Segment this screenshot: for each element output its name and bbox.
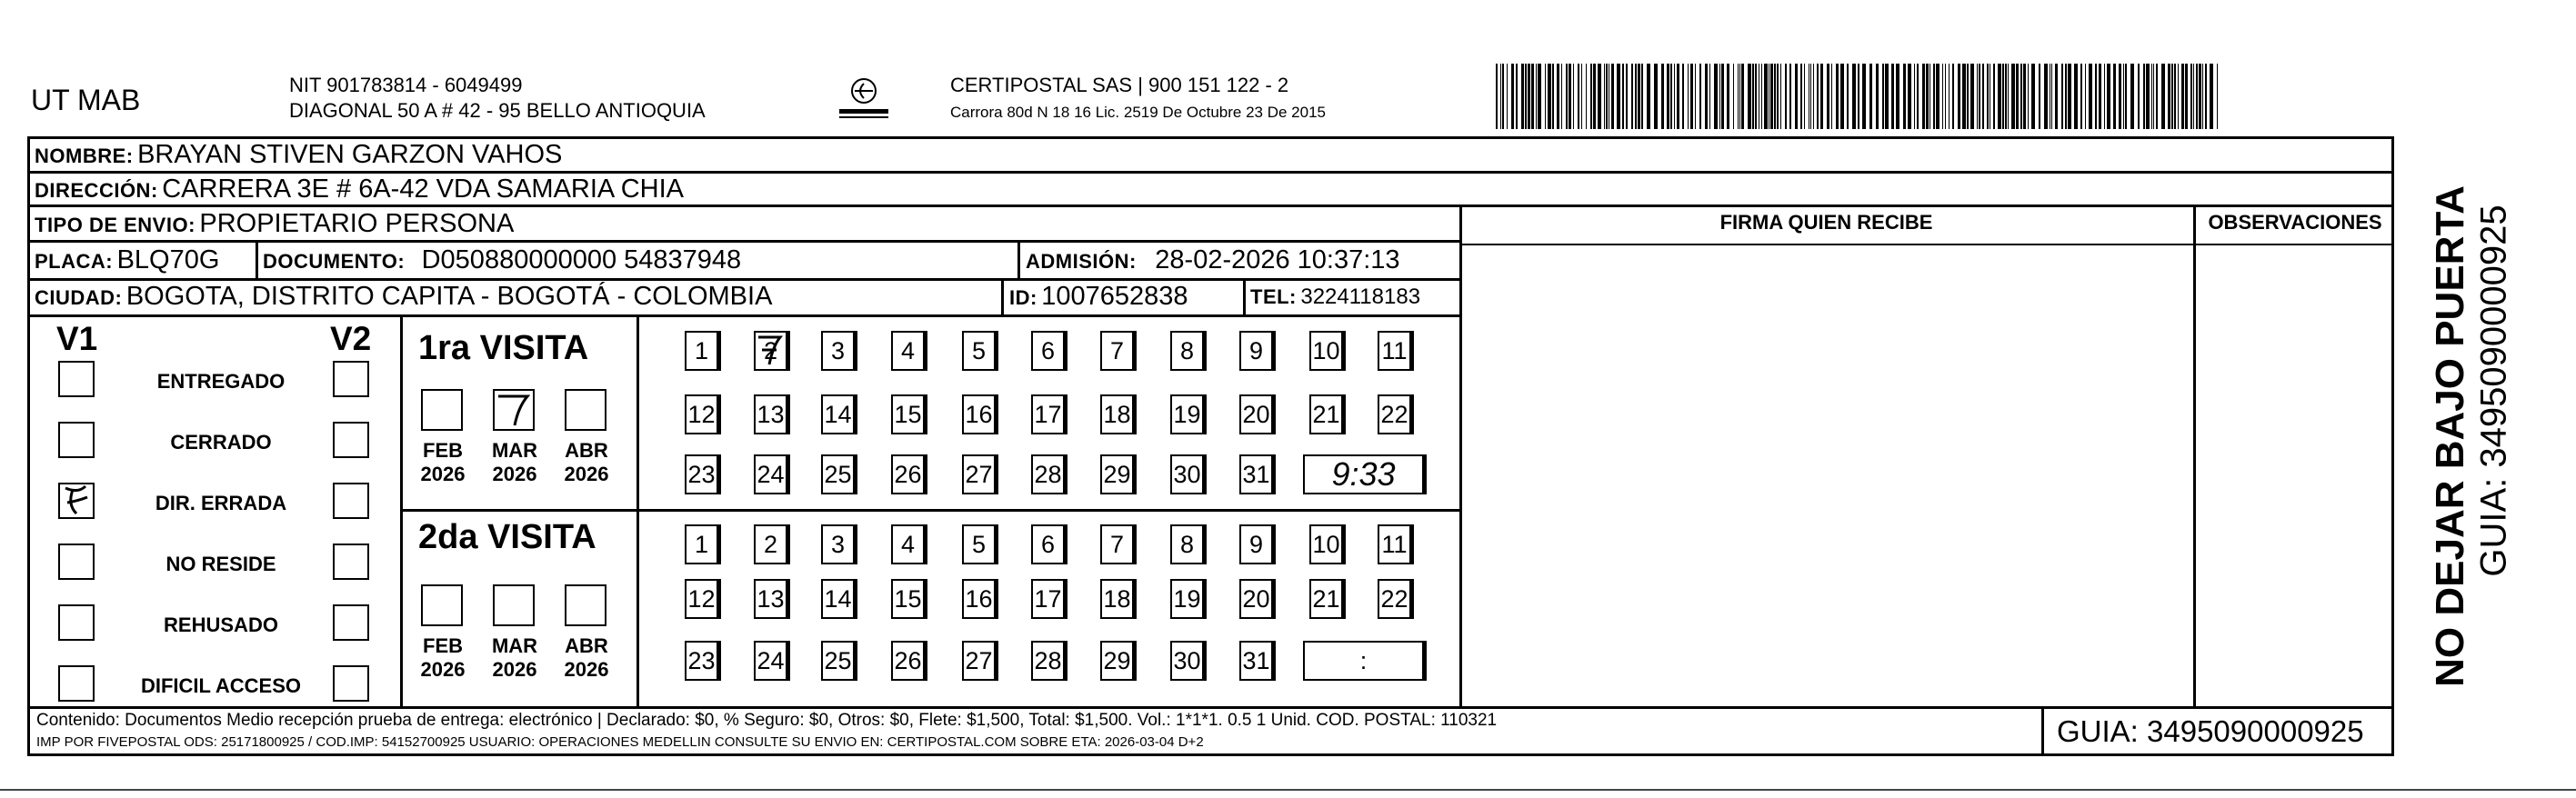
day-box[interactable]: 30 [1170,641,1207,681]
month-checkbox[interactable] [421,584,463,626]
day-box[interactable]: 14 [821,394,857,434]
status-label: REHUSADO [164,613,278,636]
month-checkbox[interactable] [493,584,535,626]
v1-checkbox[interactable] [58,422,95,458]
footer-contenido: Contenido: Documentos Medio recepción prueba de entrega: electrónico | Declarado: $0, % Seguro: $0, Otros: $0, Flete: $1,500, Total: $1,500. Vol.: 1*1*1. 0.5 1 Unid. COD. POSTAL: 110321 [36,711,1498,730]
v1-checkbox[interactable] [58,483,95,519]
day-box[interactable]: 1 [685,331,721,371]
company-nit: NIT 901783814 - 6049499 [289,74,523,96]
day-box[interactable]: 16 [962,394,998,434]
day-box[interactable]: 15 [891,579,927,619]
day-box[interactable]: 3 [821,524,857,564]
company-name: UT MAB [31,84,141,116]
status-label: DIR. ERRADA [155,492,287,514]
ciudad-value: BOGOTA, DISTRITO CAPITA - BOGOTÁ - COLOMBIA [125,282,773,311]
visit1-title: 1ra VISITA [418,329,589,367]
day-box[interactable]: 7 [1100,524,1137,564]
day-box[interactable]: 12 [685,579,721,619]
carrier-name: CERTIPOSTAL SAS | 900 151 122 - 2 [950,74,1289,96]
certipostal-logo [832,73,896,125]
visit2-title: 2da VISITA [418,518,596,556]
ciudad-label: CIUDAD: [35,286,123,309]
month-label: ABR 2026 [564,439,609,485]
barcode [1496,64,2223,129]
day-box[interactable]: 26 [891,454,927,494]
admision-value: 28-02-2026 10:37:13 [1155,245,1400,274]
day-box[interactable]: 13 [754,579,790,619]
day-box[interactable]: 5 [962,524,998,564]
day-box[interactable]: 27 [962,454,998,494]
placa-label: PLACA: [35,250,114,273]
carrier-address: Carrora 80d N 18 16 Lic. 2519 De Octubre 23 De 2015 [950,104,1326,121]
day-box[interactable]: 29 [1100,454,1137,494]
no-dejar-warning: NO DEJAR BAJO PUERTA [2428,185,2472,687]
month-label: FEB 2026 [420,439,466,485]
id-label: ID: [1009,286,1037,309]
day-box[interactable]: 11 [1378,524,1414,564]
day-box[interactable]: 9 [1239,331,1276,371]
footer-guia: GUIA: 3495090000925 [2057,714,2364,748]
v1-checkbox[interactable] [58,604,95,641]
id-value: 1007652838 [1041,282,1188,311]
day-box[interactable]: 28 [1031,641,1067,681]
day-box[interactable]: 2 [754,524,790,564]
month-checkbox[interactable] [565,389,606,431]
month-checkbox[interactable] [493,389,535,431]
day-box[interactable]: 11 [1378,331,1414,371]
admision-label: ADMISIÓN: [1026,250,1137,273]
day-box[interactable]: 10 [1309,331,1346,371]
day-box[interactable]: 18 [1100,394,1137,434]
day-box[interactable]: 4 [891,524,927,564]
time-box[interactable]: : [1303,641,1427,681]
v1-checkbox[interactable] [58,665,95,702]
day-box[interactable]: 8 [1170,524,1207,564]
day-box[interactable]: 20 [1239,579,1276,619]
v1-checkbox[interactable] [58,361,95,397]
status-label: DIFICIL ACCESO [140,674,301,697]
day-box[interactable]: 22 [1378,394,1414,434]
tel-value: 3224118183 [1300,284,1421,309]
day-box[interactable]: 12 [685,394,721,434]
tel-label: TEL: [1250,285,1297,308]
day-box[interactable]: 20 [1239,394,1276,434]
day-box[interactable]: 1 [685,524,721,564]
month-checkbox[interactable] [421,389,463,431]
day-box[interactable]: 21 [1309,579,1346,619]
tipo-label: TIPO DE ENVIO: [35,214,195,236]
nombre-value: BRAYAN STIVEN GARZON VAHOS [137,140,563,169]
status-label: NO RESIDE [165,553,276,575]
documento-label: DOCUMENTO: [263,250,406,273]
time-box[interactable]: 9:33 [1303,454,1427,494]
day-box[interactable]: 2 [754,331,790,371]
day-box[interactable]: 29 [1100,641,1137,681]
day-box[interactable]: 25 [821,454,857,494]
month-label: ABR 2026 [564,634,609,681]
day-box[interactable]: 19 [1170,579,1207,619]
nombre-label: NOMBRE: [35,145,134,167]
day-box[interactable]: 23 [685,641,721,681]
placa-value: BLQ70G [116,245,220,274]
day-box[interactable]: 10 [1309,524,1346,564]
v1-checkbox[interactable] [58,544,95,580]
day-box[interactable]: 25 [821,641,857,681]
day-box[interactable]: 21 [1309,394,1346,434]
day-box[interactable]: 24 [754,454,790,494]
day-box[interactable]: 5 [962,331,998,371]
month-checkbox[interactable] [565,584,606,626]
day-box[interactable]: 18 [1100,579,1137,619]
day-box[interactable]: 3 [821,331,857,371]
day-box[interactable]: 23 [685,454,721,494]
v1-label: V1 [56,320,98,357]
day-box[interactable]: 7 [1100,331,1137,371]
day-box[interactable]: 24 [754,641,790,681]
day-box[interactable]: 13 [754,394,790,434]
day-box[interactable]: 30 [1170,454,1207,494]
day-box[interactable]: 16 [962,579,998,619]
documento-value: D050880000000 54837948 [421,245,742,274]
tipo-value: PROPIETARIO PERSONA [199,209,515,238]
v2-label: V2 [330,320,372,357]
day-box[interactable]: 6 [1031,524,1067,564]
day-box[interactable]: 15 [891,394,927,434]
day-box[interactable]: 17 [1031,394,1067,434]
company-address: DIAGONAL 50 A # 42 - 95 BELLO ANTIOQUIA [289,99,706,122]
status-label: CERRADO [170,431,272,454]
side-guia: GUIA: 3495090000925 [2473,204,2514,577]
day-box[interactable]: 17 [1031,579,1067,619]
direccion-label: DIRECCIÓN: [35,179,158,202]
observaciones-header: OBSERVACIONES [2208,211,2382,234]
day-box[interactable]: 14 [821,579,857,619]
month-label: MAR 2026 [491,439,538,485]
day-box[interactable]: 28 [1031,454,1067,494]
day-box[interactable]: 19 [1170,394,1207,434]
day-box[interactable]: 31 [1239,454,1276,494]
day-box[interactable]: 9 [1239,524,1276,564]
day-box[interactable]: 4 [891,331,927,371]
day-box[interactable]: 22 [1378,579,1414,619]
month-label: FEB 2026 [420,634,466,681]
day-box[interactable]: 8 [1170,331,1207,371]
day-box[interactable]: 6 [1031,331,1067,371]
day-box[interactable]: 26 [891,641,927,681]
month-label: MAR 2026 [491,634,538,681]
day-box[interactable]: 27 [962,641,998,681]
direccion-value: CARRERA 3E # 6A-42 VDA SAMARIA CHIA [162,175,685,204]
footer-imp: IMP POR FIVEPOSTAL ODS: 25171800925 / COD.IMP: 54152700925 USUARIO: OPERACIONES MEDELLIN CONSULTE SU ENVIO EN: CERTIPOSTAL.COM SOBRE ETA: 2026-03-04 D+2 [36,734,1204,750]
day-box[interactable]: 31 [1239,641,1276,681]
firma-header: FIRMA QUIEN RECIBE [1719,211,1933,234]
status-label: ENTREGADO [156,370,286,393]
